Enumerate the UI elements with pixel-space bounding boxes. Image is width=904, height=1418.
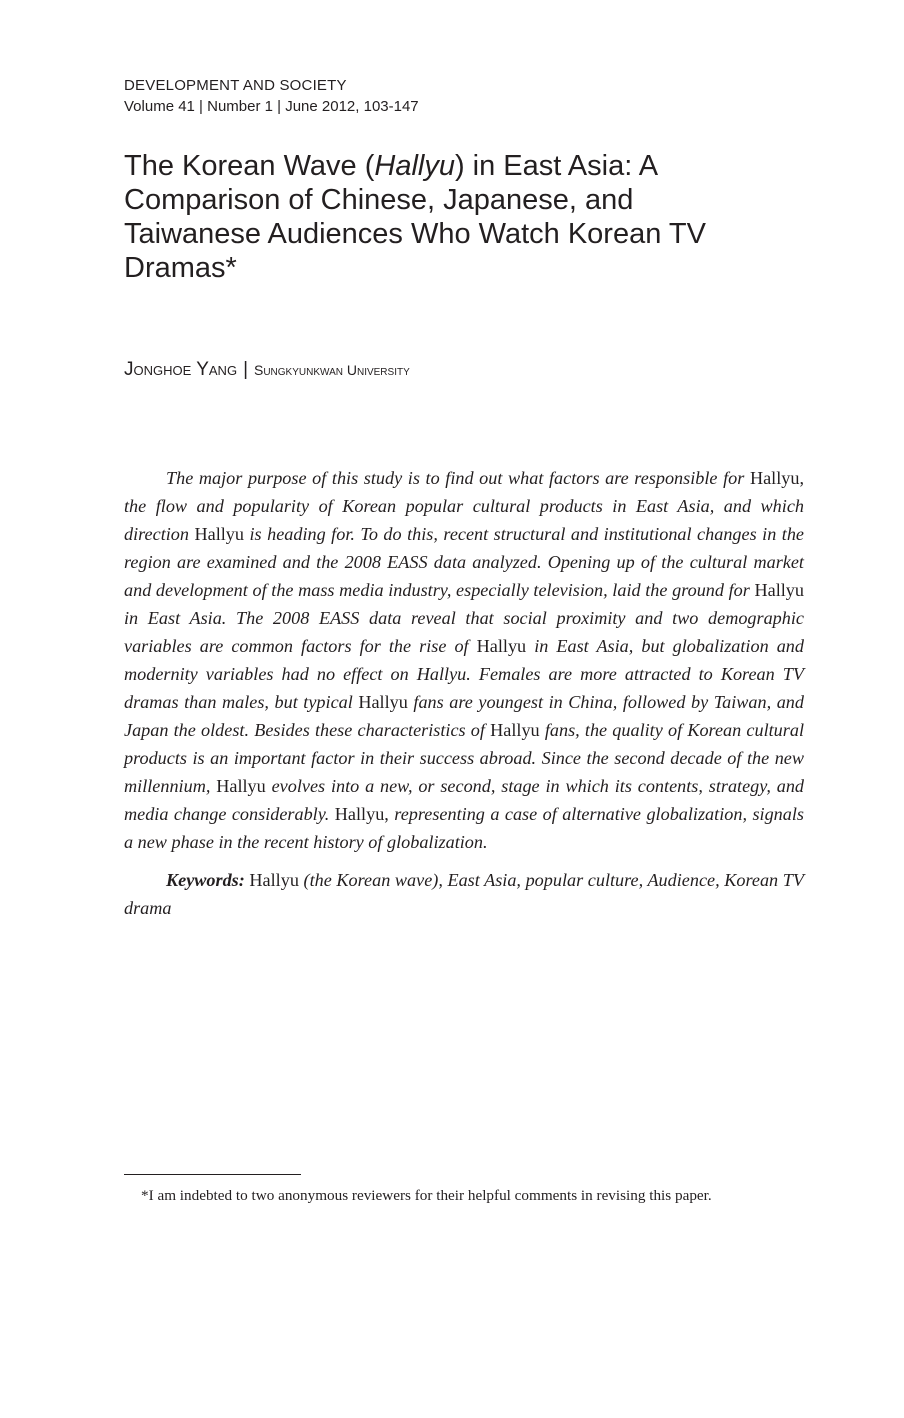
abstract-term: Hallyu xyxy=(358,692,408,712)
abstract-text: in East Asia, but globalization and modernity variables had no effect on Hallyu. Females are more attracted to Korean TV dramas than males, but typical xyxy=(124,636,804,712)
paper-title xyxy=(124,149,774,285)
abstract-text: in East Asia. The 2008 EASS data reveal that social proximity and two demographic variables are common factors for the rise of xyxy=(124,608,804,656)
title-part-2: ) in East Asia: A Comparison of Chinese, Japanese, and Taiwanese Audiences Who Watch Korean TV Dramas* xyxy=(124,150,706,284)
abstract-term: Hallyu xyxy=(754,580,804,600)
abstract-text: representing a case of alternative globalization, signals a new phase in the recent history of globalization. xyxy=(124,804,804,852)
abstract-term: Hallyu xyxy=(490,720,540,740)
abstract-text: is heading for. To do this, recent structural and institutional changes in the region are examined and the 2008 EASS data analyzed. Opening up of the cultural market and development of the mass media industry, especially television, laid the ground for xyxy=(124,524,804,600)
abstract-text: fans are youngest in China, followed by Taiwan, and Japan the oldest. Besides these characteristics of xyxy=(124,692,804,740)
journal-issue: Volume 41 | Number 1 | June 2012, 103-147 xyxy=(124,98,419,115)
author-affiliation: Sungkyunkwan University xyxy=(254,362,410,378)
abstract-text: fans, the quality of Korean cultural products is an important factor in their success abroad. Since the second decade of the new millennium, xyxy=(124,720,804,796)
abstract-term: Hallyu xyxy=(476,636,527,656)
keywords-label: Keywords: xyxy=(166,870,245,890)
keywords-list: (the Korean wave), East Asia, popular culture, Audience, Korean TV drama xyxy=(124,870,804,918)
abstract-term: Hallyu, xyxy=(334,804,389,824)
author-separator: | xyxy=(243,359,248,380)
footnote: *I am indebted to two anonymous reviewers for their helpful comments in revising this paper. xyxy=(141,1187,712,1204)
title-part-1: The Korean Wave ( xyxy=(124,150,375,182)
author-line xyxy=(124,357,410,383)
abstract-text: evolves into a new, or second, stage in which its contents, strategy, and media change considerably. xyxy=(124,776,805,824)
abstract-text: The major purpose of this study is to find out what factors are responsible for xyxy=(166,468,750,488)
journal-name: DEVELOPMENT AND SOCIETY xyxy=(124,77,347,94)
abstract-text: the flow and popularity of Korean popular cultural products in East Asia, and which direction xyxy=(124,496,804,544)
journal-header xyxy=(124,75,419,117)
abstract-term: Hallyu xyxy=(194,524,244,544)
title-italic: Hallyu xyxy=(374,150,455,182)
keyword-term: Hallyu xyxy=(244,870,299,890)
author-name: Jonghoe Yang xyxy=(124,359,238,380)
abstract-term: Hallyu, xyxy=(749,468,804,488)
abstract-term: Hallyu xyxy=(216,776,266,796)
abstract xyxy=(124,464,804,856)
footnote-rule xyxy=(124,1174,301,1175)
keywords xyxy=(124,866,804,922)
